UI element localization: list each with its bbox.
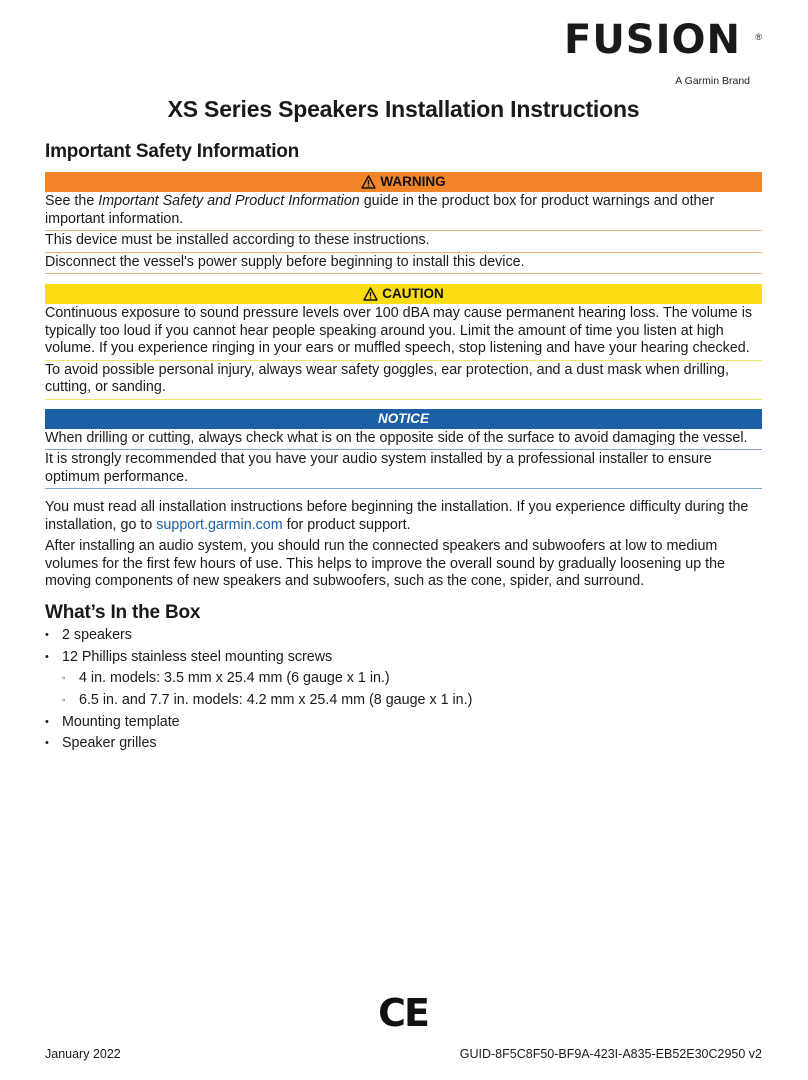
list-item <box>45 712 762 734</box>
caution-item: Continuous exposure to sound pressure levels over 100 dBA may cause permanent hearing loss. The volume is typically too loud if you cannot hear people speaking around you. Limit the amount of time you listen at high volume. If you experience ringing in your ears or muffled speech, stop listening and have your hearing checked. <box>45 304 762 361</box>
warning-item-text: See the <box>45 193 99 209</box>
bullet-icon: • <box>45 737 49 750</box>
caution-label: CAUTION <box>382 286 444 301</box>
footer-guid: GUID-8F5C8F50-BF9A-423I-A835-EB52E30C2950 v2 <box>459 1047 762 1061</box>
document-page <box>45 0 762 1080</box>
warning-triangle-icon <box>363 287 378 307</box>
notice-block <box>45 409 762 490</box>
ce-mark-icon <box>373 991 433 1031</box>
box-heading: What’s In the Box <box>45 601 201 623</box>
list-item-text: 2 speakers <box>62 627 132 643</box>
caution-banner <box>45 284 762 304</box>
document-title: XS Series Speakers Installation Instructions <box>167 96 640 122</box>
ce-mark-graphic <box>373 991 433 1031</box>
caution-item: To avoid possible personal injury, always wear safety goggles, ear protection, and a dust mask when drilling, cutting, or sanding. <box>45 361 762 400</box>
paragraph-text: You must read all installation instructions before beginning the installation. If you experience difficulty during the installation, go to <box>45 499 749 533</box>
list-item-text: Speaker grilles <box>62 735 157 752</box>
bullet-icon: • <box>45 715 49 728</box>
warning-item <box>45 192 762 231</box>
warning-item: Disconnect the vessel's power supply before beginning to install this device. <box>45 253 762 275</box>
warning-label: WARNING <box>380 174 446 189</box>
registered-mark: ® <box>755 32 762 42</box>
safety-heading: Important Safety Information <box>45 141 300 162</box>
notice-item: When drilling or cutting, always check what is on the opposite side of the surface to avoid damaging the vessel. <box>45 429 762 451</box>
svg-text:FUSION: FUSION <box>564 18 741 58</box>
sub-bullet-icon: ◦ <box>62 695 66 707</box>
list-item-text: 12 Phillips stainless steel mounting screws <box>62 648 333 665</box>
list-item <box>45 733 762 755</box>
sub-list-item <box>45 668 762 690</box>
warning-banner <box>45 172 762 192</box>
sub-list-item <box>45 690 762 712</box>
warning-block <box>45 172 762 274</box>
fusion-logo <box>562 18 762 87</box>
caution-block <box>45 284 762 400</box>
warning-item: This device must be installed according to these instructions. <box>45 231 762 253</box>
intro-paragraph <box>45 499 762 534</box>
list-item <box>45 625 762 647</box>
content-flow <box>45 172 762 755</box>
box-contents-list <box>45 625 762 755</box>
svg-text:CE: CE <box>378 991 428 1031</box>
sub-bullet-icon: ◦ <box>62 673 66 685</box>
list-item-text: 6.5 in. and 7.7 in. models: 4.2 mm x 25.4 mm (8 gauge x 1 in.) <box>79 692 473 709</box>
list-item-text: 4 in. models: 3.5 mm x 25.4 mm (6 gauge x 1 in.) <box>79 670 390 687</box>
list-item-text: Mounting template <box>62 713 180 730</box>
list-item <box>45 647 762 669</box>
warning-item-text: guide in the product box for product warnings and other important information. <box>45 193 715 227</box>
guide-title: Important Safety and Product Information <box>98 193 360 209</box>
fusion-wordmark <box>562 18 762 58</box>
paragraph-text: for product support. <box>282 516 411 533</box>
bullet-icon: • <box>45 650 49 663</box>
warning-triangle-icon <box>361 175 376 195</box>
footer-date: January 2022 <box>45 1047 121 1061</box>
notice-item: It is strongly recommended that you have your audio system installed by a professional installer to ensure optimum performance. <box>45 450 762 489</box>
notice-banner: NOTICE <box>45 409 762 429</box>
bullet-icon: • <box>45 629 49 641</box>
break-in-paragraph: After installing an audio system, you should run the connected speakers and subwoofers at low to medium volumes for the first few hours of use. This helps to improve the overall sound by gradually loosening up the moving components of new speakers and subwoofers, such as the cone, spider, and surround. <box>45 538 726 589</box>
support-link[interactable]: support.garmin.com <box>156 516 283 533</box>
brand-subtitle: A Garmin Brand <box>675 75 750 87</box>
